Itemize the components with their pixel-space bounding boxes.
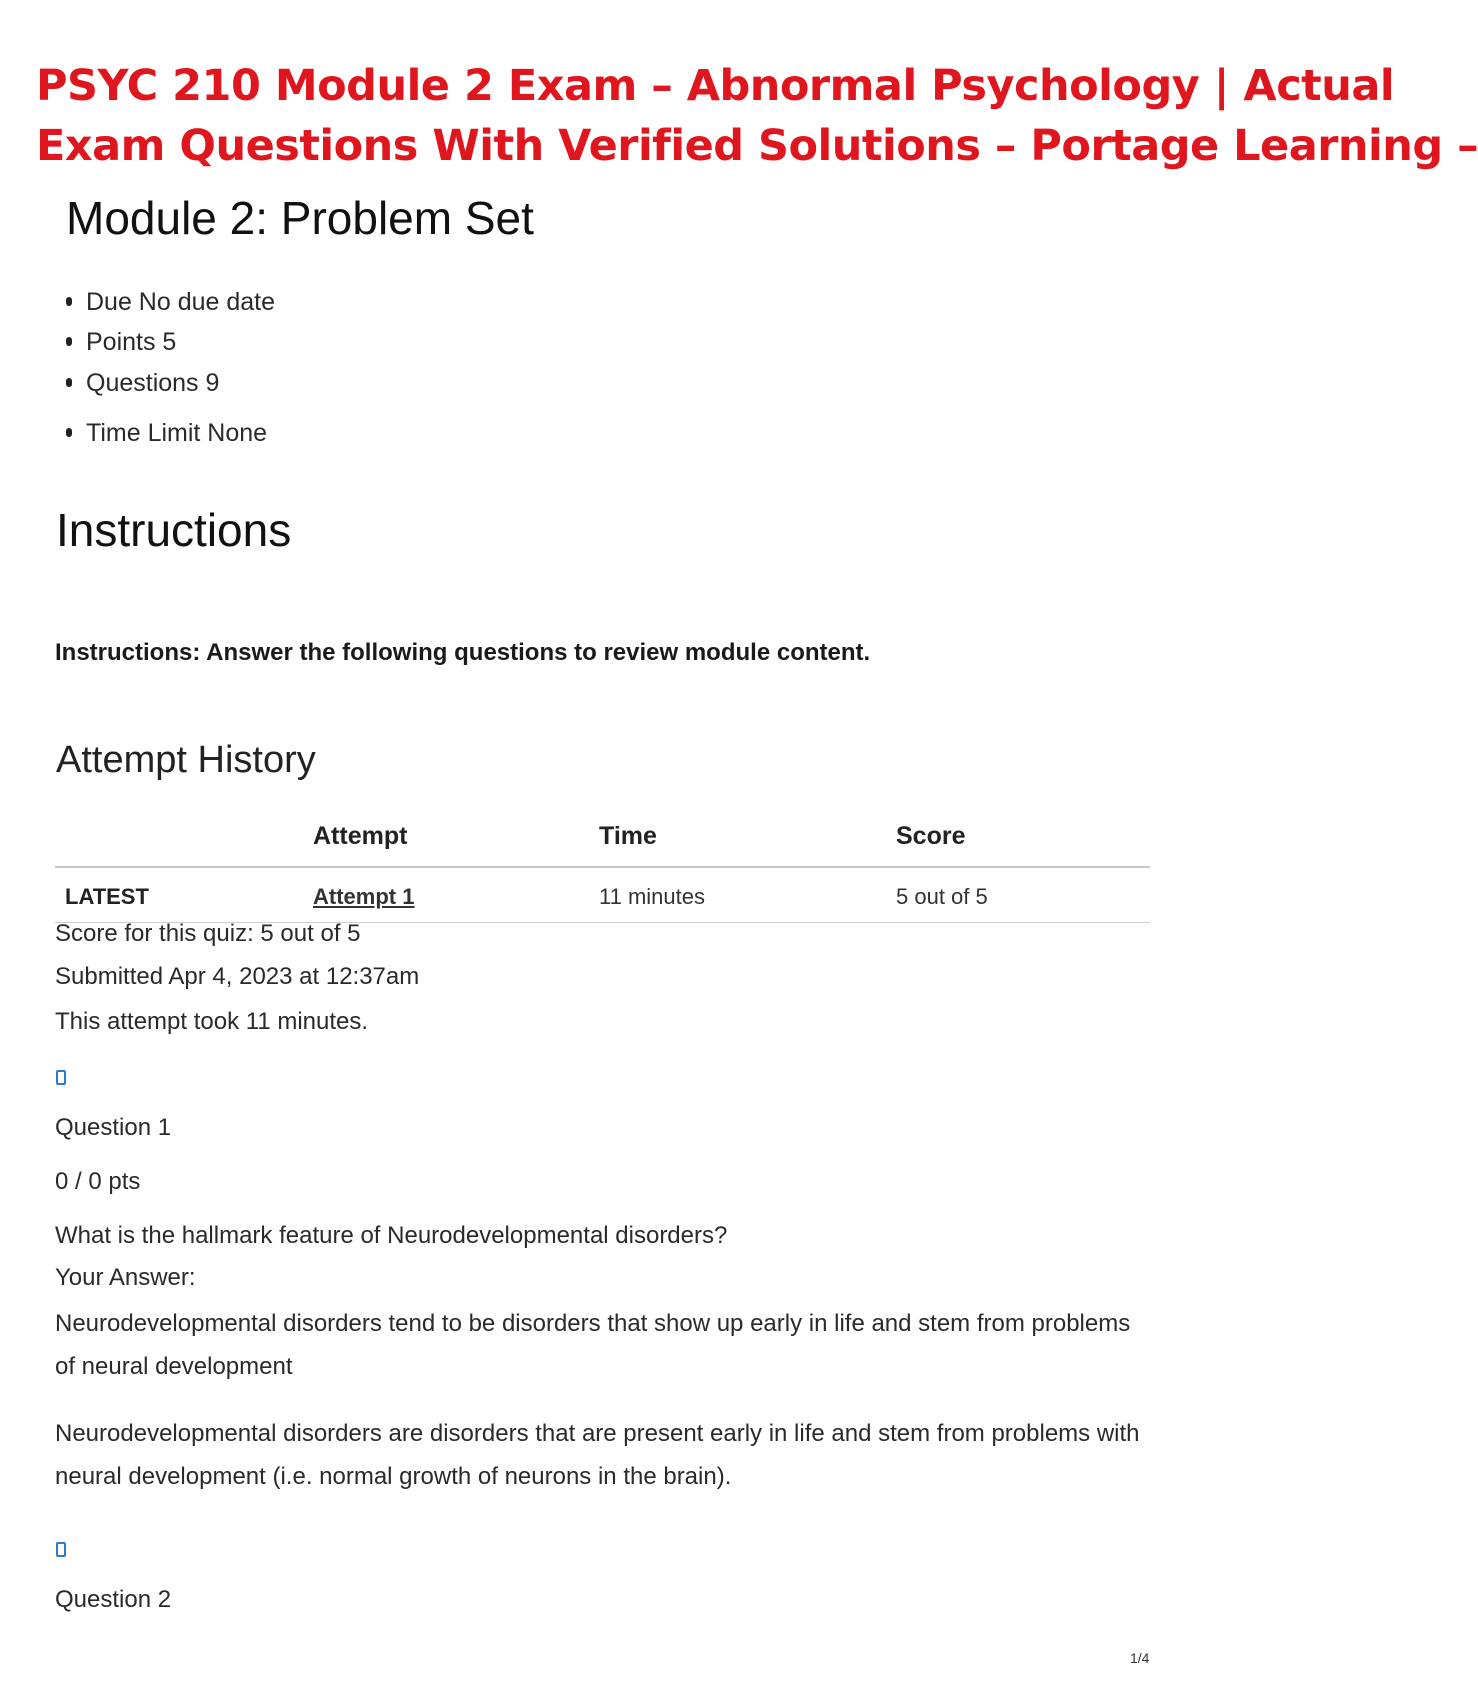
column-header-score: Score [896,822,966,850]
table-header-row [55,812,1150,868]
detail-points-text: Points 5 [86,328,177,356]
latest-label: LATEST [65,884,149,909]
attempt-score: 5 out of 5 [896,884,988,909]
instructions-heading: Instructions [56,504,292,556]
bullet-icon [66,297,72,306]
document-banner-title [36,56,1478,176]
attempt-history-heading: Attempt History [56,739,316,781]
banner-line-1: PSYC 210 Module 2 Exam – Abnormal Psychology | Actual [36,61,1395,111]
page-number: 1/4 [1130,1650,1150,1666]
quiz-score-text: Score for this quiz: 5 out of 5 [55,920,361,947]
submitted-text: Submitted Apr 4, 2023 at 12:37am [55,963,420,990]
question-1-prompt: What is the hallmark feature of Neurodevelopmental disorders? [55,1222,728,1249]
question-1-title: Question 1 [55,1114,172,1141]
flag-question-icon[interactable] [56,1542,66,1557]
detail-time-limit-text: Time Limit None [86,419,268,447]
question-2-title: Question 2 [55,1586,172,1613]
banner-line-2: Exam Questions With Verified Solutions – Portage Learning – [36,121,1478,171]
page-title: Module 2: Problem Set [66,192,534,244]
question-1-points: 0 / 0 pts [55,1168,141,1195]
column-header-time: Time [599,822,657,850]
detail-questions-text: Questions 9 [86,369,220,397]
attempt-1-link[interactable]: Attempt 1 [313,884,415,909]
detail-questions [66,369,219,398]
column-header-attempt: Attempt [313,822,408,850]
flag-question-icon[interactable] [56,1070,66,1085]
your-answer-label: Your Answer: [55,1264,196,1291]
attempt-time: 11 minutes [599,884,705,909]
instructions-text: Instructions: Answer the following questions to review module content. [55,639,871,666]
table-row [55,868,1150,923]
question-1-answer: Neurodevelopmental disorders tend to be disorders that show up early in life and stem from problems of neural development [55,1310,1131,1380]
detail-points [66,328,176,357]
attempt-history-table [55,812,1150,923]
bullet-icon [66,378,72,387]
attempt-duration-text: This attempt took 11 minutes. [55,1008,369,1035]
bullet-icon [66,428,72,437]
detail-due [66,288,275,317]
detail-due-text: Due No due date [86,288,276,316]
bullet-icon [66,337,72,346]
detail-time-limit [66,419,267,448]
question-1-explanation: Neurodevelopmental disorders are disorders that are present early in life and stem from problems with neural development (i.e. normal growth of neurons in the brain). [55,1420,1140,1490]
